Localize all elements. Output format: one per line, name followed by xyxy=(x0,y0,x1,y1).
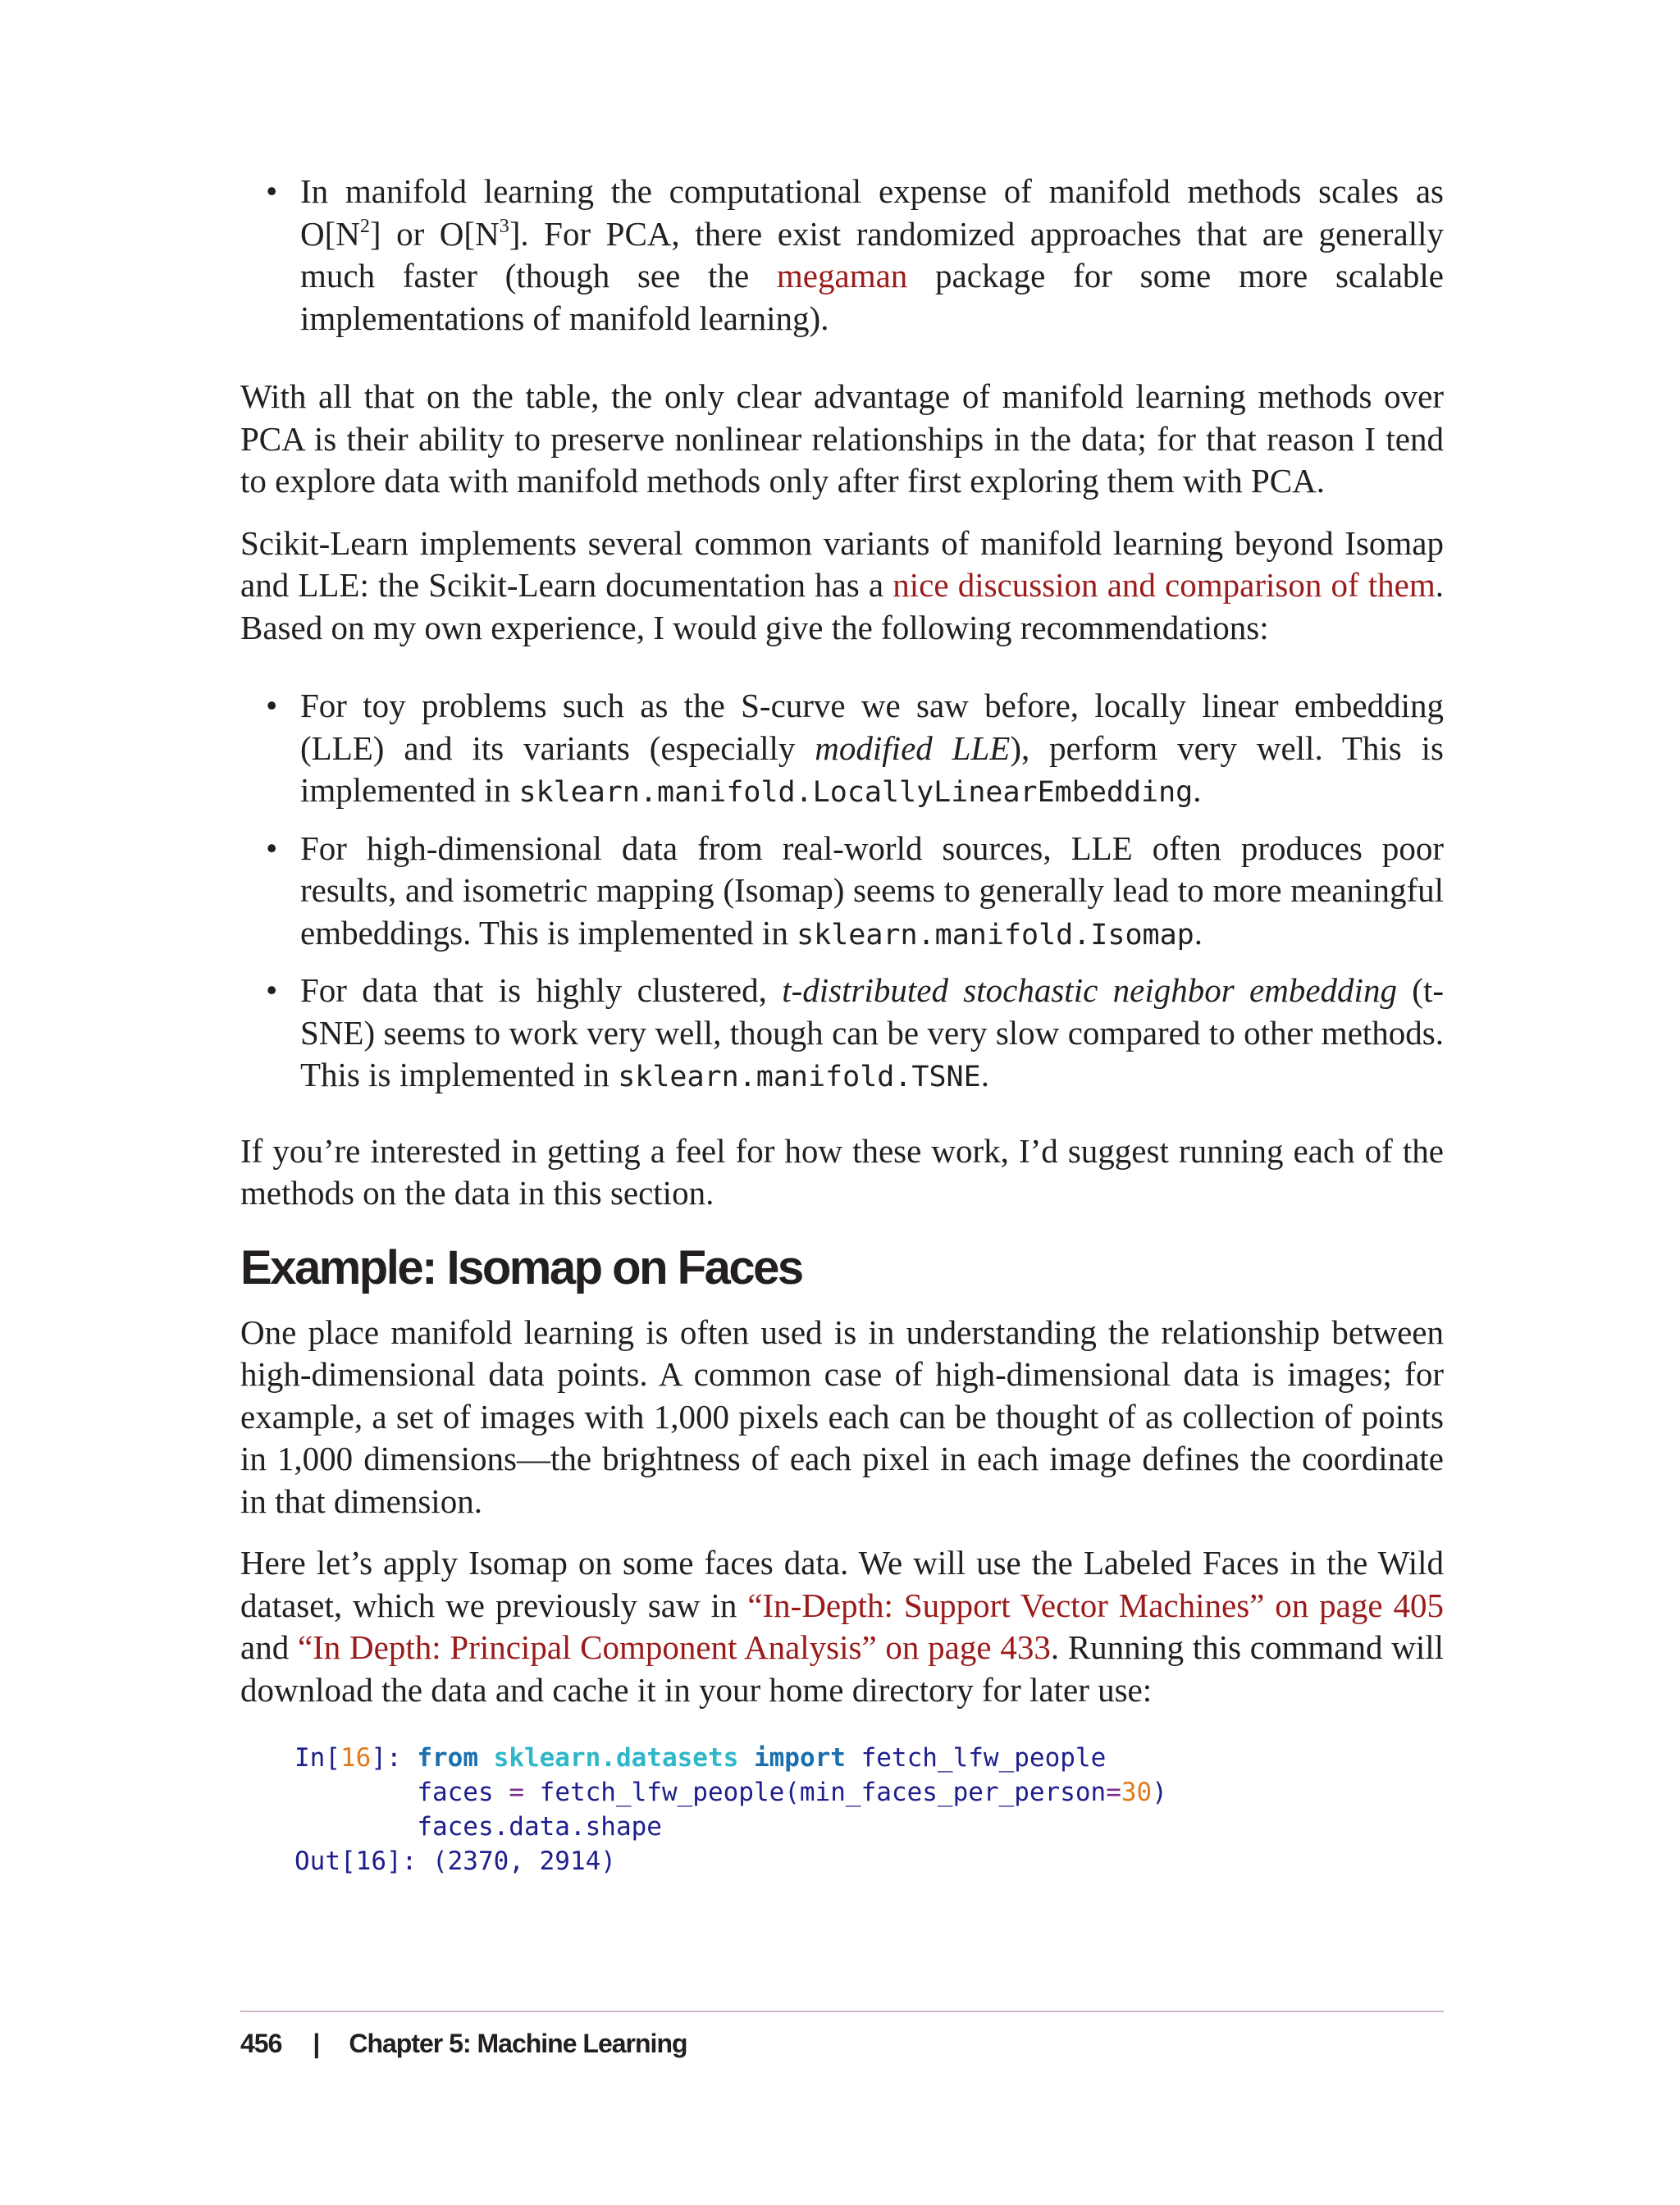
paragraph: One place manifold learning is often used is in understanding the relationship between high-dimensional data points. A common case of high-dimensional data is images; for example, a set of images with 1,000 pixels each can be thought of as collection of points in 1,000 dimensions—the brightness of each pixel in each image defines the coordinate in that dimension. xyxy=(240,1312,1444,1520)
paragraph: If you’re interested in getting a feel for how these work, I’d suggest running each of the methods on the data in this section. xyxy=(240,1131,1444,1212)
paragraph: Here let’s apply Isomap on some faces data. We will use the Labeled Faces in the Wild dataset, which we previously saw in “In-Depth: Support Vector Machines” on page 405 and “In Depth: Principal Component Analysis” on page 433. Running this command will download the data and cache it in your home directory for later use: xyxy=(240,1544,1445,1709)
code-input: In[16]: from sklearn.datasets import fetch_lfw_people faces = fetch_lfw_people(min_faces_per_person=30) faces.data.shape xyxy=(294,1743,1167,1842)
list-item: • In manifold learning the computational expense of manifold methods scales as $O[N^2]$ or $O[N^3]$. For PCA, there exist randomized approaches that are generally much faster (though see the megaman package for some more scalable implementations of manifold learning). xyxy=(240,171,1444,340)
chapter-title: Chapter 5: Machine Learning xyxy=(349,2029,687,2058)
svm-section-link[interactable]: “In-Depth: Support Vector Machines” on page 405 xyxy=(747,1586,1444,1624)
page-number: 456 xyxy=(240,2029,282,2058)
megaman-link[interactable]: megaman xyxy=(776,257,908,294)
page-content xyxy=(240,171,1444,1879)
section-heading: Example: Isomap on Faces xyxy=(240,1240,802,1294)
inline-code: sklearn.manifold.Isomap xyxy=(797,918,1194,952)
sklearn-docs-link[interactable]: nice discussion and comparison of them xyxy=(892,566,1436,604)
list-item: • For high-dimensional data from real-world sources, LLE often produces poor results, and isometric mapping (Isomap) seems to generally lead to more meaningful embeddings. This is implemented in sklearn.manifold.Isomap. xyxy=(240,828,1444,957)
pca-section-link[interactable]: “In Depth: Principal Component Analysis” on page 433 xyxy=(297,1628,1051,1666)
code-cell xyxy=(294,1741,1444,1879)
list-item: • For data that is highly clustered, t-distributed stochastic neighbor embedding (t-SNE) seems to work very well, though can be very slow compared to other methods. This is implemented in sklearn.manifold.TSNE. xyxy=(240,970,1444,1099)
footer-separator: | xyxy=(313,2029,320,2058)
footer-rule xyxy=(240,2011,1444,2012)
page-footer xyxy=(240,2011,1444,2059)
paragraph: With all that on the table, the only clear advantage of manifold learning methods over PCA is their ability to preserve nonlinear relationships in the data; for that reason I tend to explore data with manifold methods only after first exploring them with PCA. xyxy=(240,377,1444,500)
bullet-list-top xyxy=(240,171,1444,340)
paragraph: Scikit-Learn implements several common variants of manifold learning beyond Isomap and LLE: the Scikit-Learn documentation has a nice discussion and comparison of them. Based on my own experience, I would give the following recommendations: xyxy=(240,523,1444,646)
inline-code: sklearn.manifold.LocallyLinearEmbedding xyxy=(518,776,1194,809)
inline-code: sklearn.manifold.TSNE xyxy=(618,1061,981,1093)
code-output: Out[16]: (2370, 2914) xyxy=(294,1847,616,1876)
list-item: • For toy problems such as the S-curve we saw before, locally linear embedding (LLE) and its variants (especially modified LLE), perform very well. This is implemented in sklearn.manifold.LocallyLinearEmbedding. xyxy=(240,685,1444,815)
recommendations-list xyxy=(240,685,1444,1099)
